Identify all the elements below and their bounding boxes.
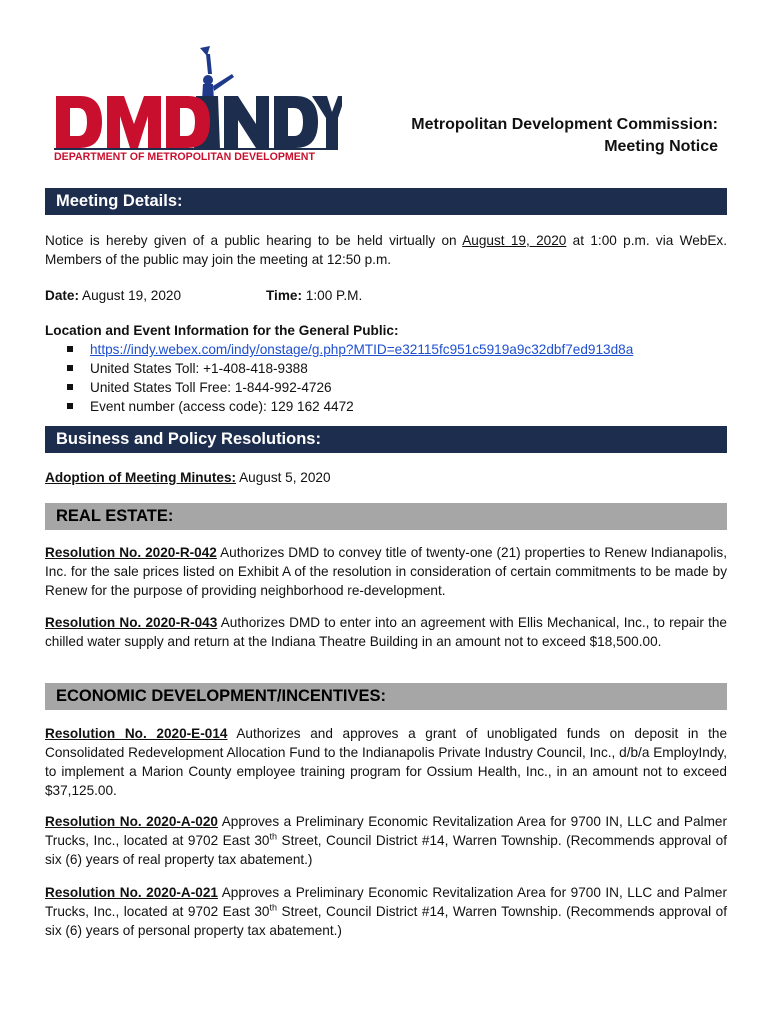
time-value: 1:00 P.M. <box>302 288 363 303</box>
logo-subtitle: DEPARTMENT OF METROPOLITAN DEVELOPMENT <box>54 151 315 162</box>
resolution-id: Resolution No. 2020-E-014 <box>45 726 228 741</box>
event-number: Event number (access code): 129 162 4472 <box>90 399 354 414</box>
resolution-text-b: Street, Council District #14, Warren Township. (Recommends approval of six (6) years of real property tax abatement.) <box>45 833 727 867</box>
meeting-details-heading: Meeting Details: <box>45 188 727 215</box>
minutes-label: Adoption of Meeting Minutes: <box>45 470 237 485</box>
dmd-indy-logo <box>50 44 342 162</box>
ordinal-suffix: th <box>269 902 277 913</box>
notice-paragraph <box>45 231 727 269</box>
list-item <box>66 378 633 397</box>
location-heading: Location and Event Information for the General Public: <box>45 323 399 338</box>
resolution-a-020 <box>45 812 727 869</box>
minutes-line <box>45 468 331 487</box>
list-item <box>66 340 633 359</box>
dmd-indy-logo-graphic <box>50 44 342 162</box>
business-heading: Business and Policy Resolutions: <box>45 426 727 453</box>
economic-heading: ECONOMIC DEVELOPMENT/INCENTIVES: <box>45 683 727 710</box>
date-value: August 19, 2020 <box>79 288 182 303</box>
resolution-text-a: Approves a Preliminary Economic Revitalization Area for 9700 IN, LLC and Palmer Trucks, Inc., located at 9702 East 30 <box>45 885 727 919</box>
toll-free-number: United States Toll Free: 1-844-992-4726 <box>90 380 332 395</box>
resolution-text: Authorizes DMD to enter into an agreement with Ellis Mechanical, Inc., to repair the chilled water supply and return at the Indiana Theatre Building in an amount not to exceed $18,500.00. <box>45 615 727 649</box>
webex-link[interactable]: https://indy.webex.com/indy/onstage/g.php?MTID=e32115fc951c5919a9c32dbf7ed913d8a <box>90 342 634 357</box>
resolution-text-a: Approves a Preliminary Economic Revitalization Area for 9700 IN, LLC and Palmer Trucks, Inc., located at 9702 East 30 <box>45 814 727 848</box>
page-title <box>411 114 718 158</box>
time-label: Time: <box>266 288 303 303</box>
notice-date: August 19, 2020 <box>462 233 567 248</box>
resolution-id: Resolution No. 2020-R-043 <box>45 615 218 630</box>
real-estate-heading: REAL ESTATE: <box>45 503 727 530</box>
time-line <box>266 286 362 305</box>
title-line-1: Metropolitan Development Commission: <box>411 116 718 133</box>
resolution-id: Resolution No. 2020-A-020 <box>45 814 218 829</box>
list-item <box>66 397 633 416</box>
resolution-e-014 <box>45 724 727 800</box>
date-line <box>45 286 181 305</box>
title-line-2: Meeting Notice <box>604 138 718 155</box>
date-label: Date: <box>45 288 79 303</box>
resolution-text: Authorizes DMD to convey title of twenty-one (21) properties to Renew Indianapolis, Inc. for the sale prices listed on Exhibit A of the resolution in consideration of certain commitments to be made by Renew for the purpose of providing neighborhood re-development. <box>45 545 727 598</box>
location-list <box>66 340 633 416</box>
resolution-r-043 <box>45 613 727 651</box>
resolution-text-b: Street, Council District #14, Warren Township. (Recommends approval of six (6) years of personal property tax abatement.) <box>45 904 727 938</box>
notice-text-1: Notice is hereby given of a public hearing to be held virtually on <box>45 233 463 248</box>
minutes-value: August 5, 2020 <box>236 470 331 485</box>
resolution-text: Authorizes and approves a grant of unobligated funds on deposit in the Consolidated Redevelopment Allocation Fund to the Indianapolis Private Industry Council, Inc., d/b/a EmployIndy, to implement a Marion County employee training program for Ossium Health, Inc., in an amount not to exceed $37,125.00. <box>45 726 728 798</box>
resolution-a-021 <box>45 883 727 940</box>
ordinal-suffix: th <box>269 831 277 842</box>
resolution-r-042 <box>45 543 727 600</box>
list-item <box>66 359 633 378</box>
resolution-id: Resolution No. 2020-R-042 <box>45 545 217 560</box>
toll-number: United States Toll: +1-408-418-9388 <box>90 361 308 376</box>
notice-text-2: at 1:00 p.m. via WebEx. Members of the public may join the meeting at 12:50 p.m. <box>45 233 727 267</box>
resolution-id: Resolution No. 2020-A-021 <box>45 885 218 900</box>
